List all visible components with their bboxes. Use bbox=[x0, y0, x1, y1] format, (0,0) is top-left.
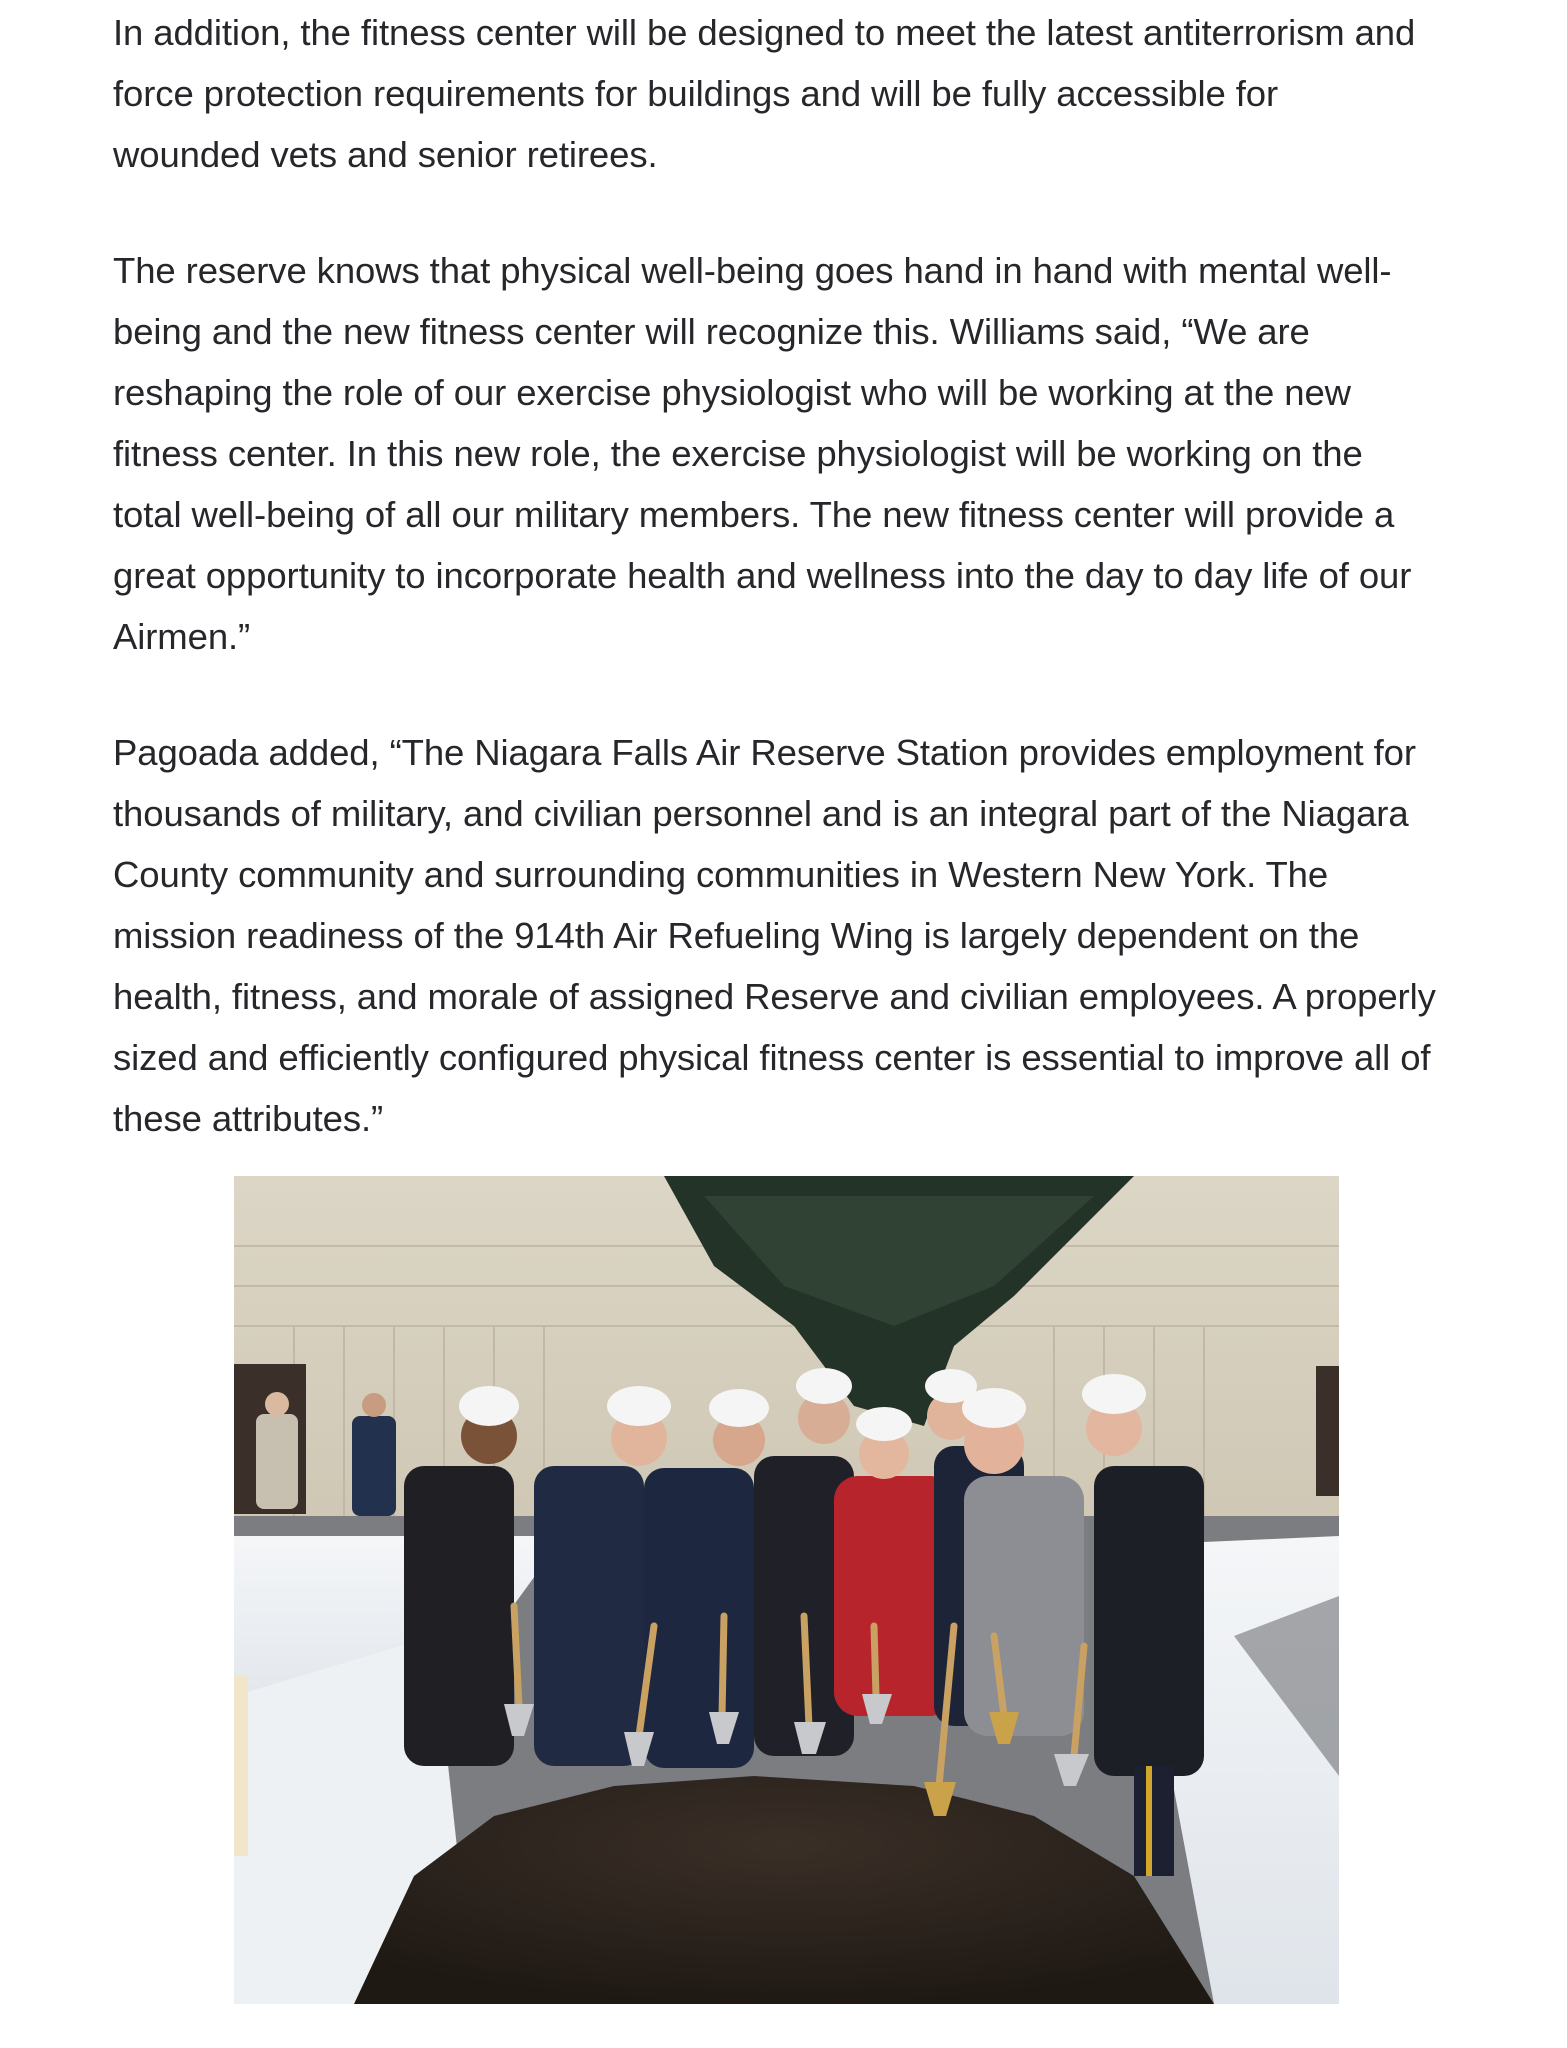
paragraph-line: great opportunity to incorporate health and wellness into the day to day life of our bbox=[113, 555, 1412, 596]
paragraph-line: force protection requirements for buildings and will be fully accessible for bbox=[113, 73, 1279, 114]
paragraph-line: County community and surrounding communities in Western New York. The bbox=[113, 854, 1329, 895]
paragraph-line: mission readiness of the 914th Air Refueling Wing is largely dependent on the bbox=[113, 915, 1360, 956]
groundbreaking-photo-illustration bbox=[234, 1176, 1339, 2004]
paragraph-line: Pagoada added, “The Niagara Falls Air Reserve Station provides employment for bbox=[113, 732, 1416, 773]
paragraph bbox=[113, 722, 1436, 1149]
paragraph-line: reshaping the role of our exercise physiologist who will be working at the new bbox=[113, 372, 1351, 413]
paragraph-line: wounded vets and senior retirees. bbox=[113, 134, 658, 175]
groundbreaking-photo bbox=[234, 1176, 1339, 2004]
paragraph-line: being and the new fitness center will recognize this. Williams said, “We are bbox=[113, 311, 1310, 352]
paragraph-line: In addition, the fitness center will be designed to meet the latest antiterrorism and bbox=[113, 12, 1416, 53]
paragraph-line: The reserve knows that physical well-being goes hand in hand with mental well- bbox=[113, 250, 1392, 291]
paragraph-line: health, fitness, and morale of assigned Reserve and civilian employees. A properly bbox=[113, 976, 1436, 1017]
paragraph bbox=[113, 240, 1411, 667]
paragraph-line: fitness center. In this new role, the exercise physiologist will be working on the bbox=[113, 433, 1363, 474]
paragraph-line: sized and efficiently configured physical fitness center is essential to improve all of bbox=[113, 1037, 1431, 1078]
paragraph bbox=[113, 2, 1415, 185]
paragraph-line: Airmen.” bbox=[113, 616, 251, 657]
paragraph-line: total well-being of all our military members. The new fitness center will provide a bbox=[113, 494, 1395, 535]
paragraph-line: thousands of military, and civilian personnel and is an integral part of the Niagara bbox=[113, 793, 1409, 834]
paragraph-line: these attributes.” bbox=[113, 1098, 384, 1139]
